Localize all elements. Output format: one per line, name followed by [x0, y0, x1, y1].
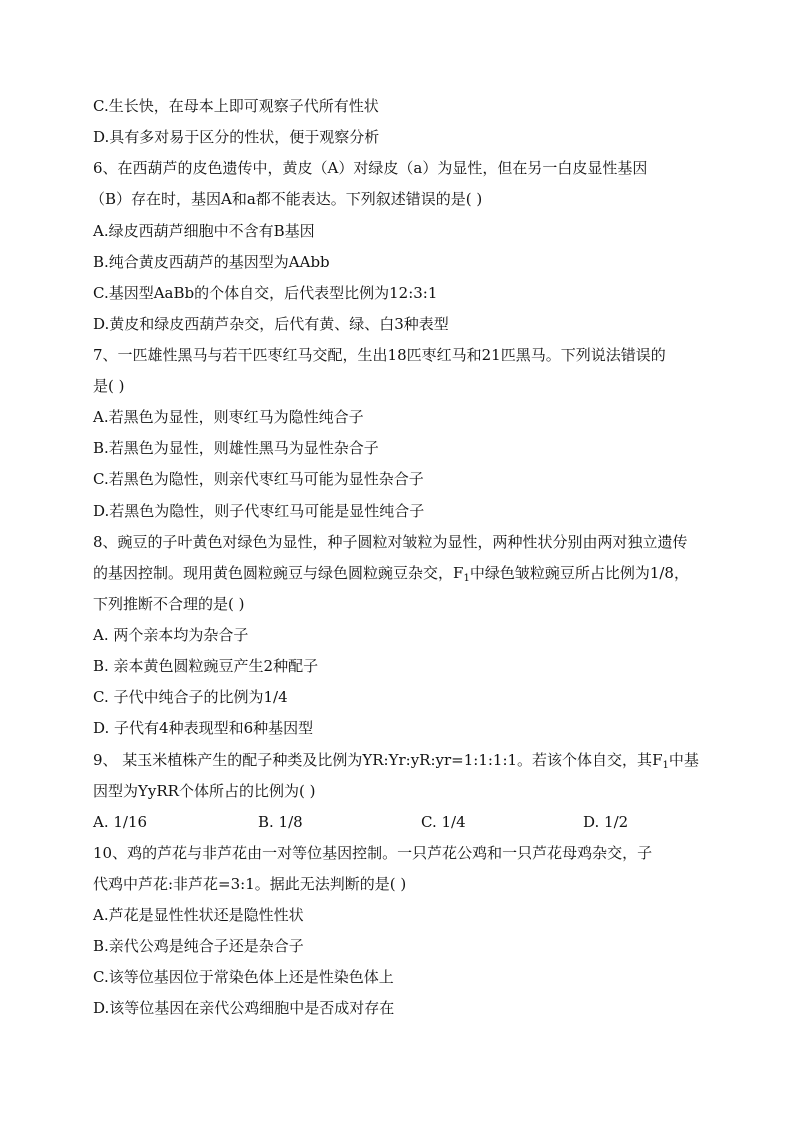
q9-stem-line1	[93, 750, 699, 770]
q9-stem-line1-tail: 中基	[668, 751, 699, 769]
q8-stem-line2-tail: 中绿色皱粒豌豆所占比例为1/8，	[469, 564, 689, 582]
q7-option-a: A.若黑色为显性，则枣红马为隐性纯合子	[93, 408, 364, 426]
q8-stem-line1: 8、豌豆的子叶黄色对绿色为显性，种子圆粒对皱粒为显性，两种性状分别由两对独立遗传	[93, 533, 688, 551]
q9-option-c: C. 1/4	[421, 813, 466, 831]
q6-option-c: C.基因型AaBb的个体自交，后代表型比例为12:3:1	[93, 284, 438, 302]
q10-stem-line2: 代鸡中芦花:非芦花=3:1。据此无法判断的是( )	[93, 875, 407, 893]
q10-stem-line1: 10、鸡的芦花与非芦花由一对等位基因控制。一只芦花公鸡和一只芦花母鸡杂交，子	[93, 844, 653, 862]
q6-stem-line2: （B）存在时，基因A和a都不能表达。下列叙述错误的是( )	[90, 190, 483, 208]
q7-option-b: B.若黑色为显性，则雄性黑马为显性杂合子	[93, 439, 379, 457]
q8-stem-line3: 下列推断不合理的是( )	[93, 595, 245, 613]
q9-option-b: B. 1/8	[258, 813, 303, 831]
q10-option-a: A.芦花是显性性状还是隐性性状	[93, 906, 304, 924]
q5-option-c: C.生长快，在母本上即可观察子代所有性状	[93, 97, 379, 115]
q10-option-c: C.该等位基因位于常染色体上还是性染色体上	[93, 968, 394, 986]
q8-option-b: B. 亲本黄色圆粒豌豆产生2种配子	[93, 657, 319, 675]
q7-stem-line2: 是( )	[93, 377, 125, 395]
f1-label: $F_1$	[453, 564, 470, 584]
q5-option-d: D.具有多对易于区分的性状，便于观察分析	[93, 128, 380, 146]
q9-option-a: A. 1/16	[93, 813, 148, 831]
q8-option-a: A. 两个亲本均为杂合子	[93, 626, 249, 644]
q9-stem-line2: 因型为YyRR个体所占的比例为( )	[93, 782, 316, 800]
q10-option-d: D.该等位基因在亲代公鸡细胞中是否成对存在	[93, 999, 395, 1017]
q8-option-c: C. 子代中纯合子的比例为1/4	[93, 688, 288, 706]
q8-stem-line2	[93, 563, 689, 583]
q9-options-row	[0, 812, 794, 832]
q9-option-d: D. 1/2	[583, 813, 629, 831]
q6-option-d: D.黄皮和绿皮西葫芦杂交，后代有黄、绿、白3种表型	[93, 315, 449, 333]
q10-option-b: B.亲代公鸡是纯合子还是杂合子	[93, 937, 304, 955]
q6-option-b: B.纯合黄皮西葫芦的基因型为AAbb	[93, 253, 330, 271]
q8-stem-line2-text: 的基因控制。现用黄色圆粒豌豆与绿色圆粒豌豆杂交，	[93, 564, 454, 582]
f1-label-q9: $F_1$	[652, 751, 669, 771]
q8-option-d: D. 子代有4种表现型和6种基因型	[93, 719, 314, 737]
q7-option-d: D.若黑色为隐性，则子代枣红马可能是显性纯合子	[93, 502, 425, 520]
q6-stem-line1: 6、在西葫芦的皮色遗传中，黄皮（A）对绿皮（a）为显性，但在另一白皮显性基因	[93, 159, 648, 177]
q7-option-c: C.若黑色为隐性，则亲代枣红马可能为显性杂合子	[93, 470, 424, 488]
q6-option-a: A.绿皮西葫芦细胞中不含有B基因	[93, 222, 315, 240]
q9-stem-line1-text: 9、 某玉米植株产生的配子种类及比例为YR:Yr:yR:yr=1:1:1:1。若该个体自交，其	[93, 751, 653, 769]
q7-stem-line1: 7、一匹雄性黑马与若干匹枣红马交配，生出18匹枣红马和21匹黑马。下列说法错误的	[93, 346, 666, 364]
